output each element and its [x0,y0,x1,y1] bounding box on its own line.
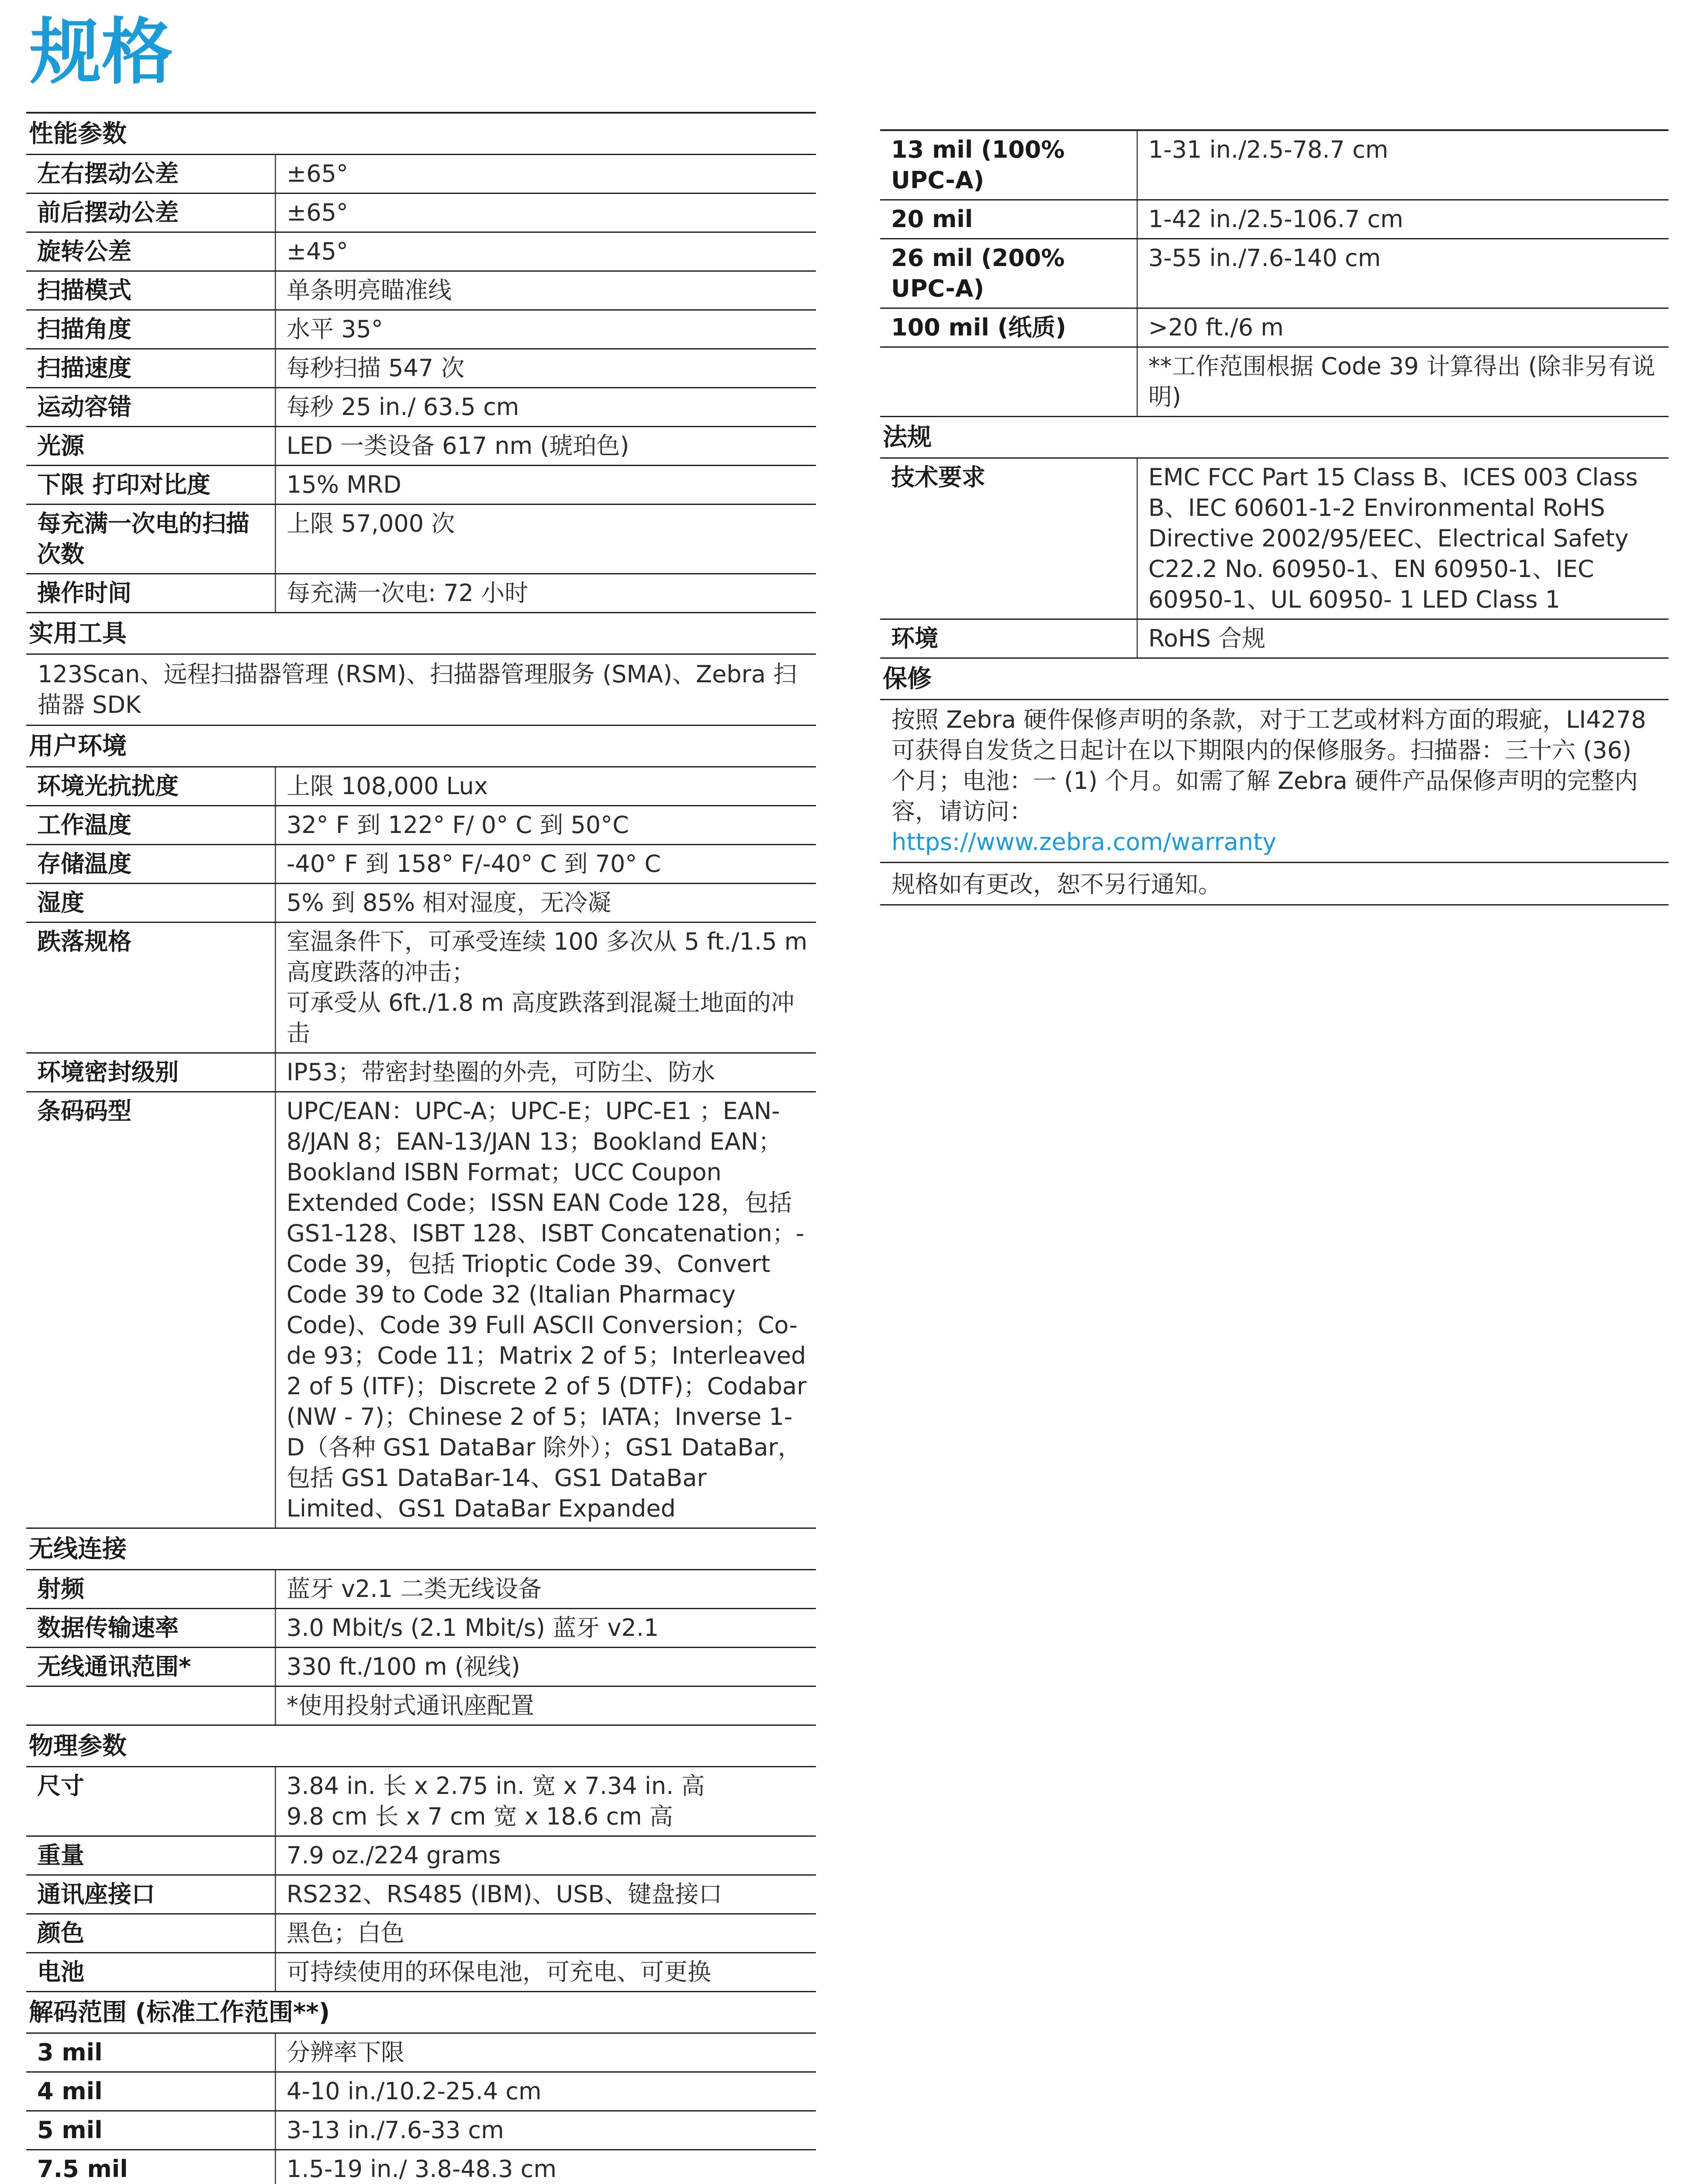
spec-label: 环境 [880,620,1138,657]
spec-row [26,233,816,272]
section-heading-regulatory: 法规 [880,417,1669,459]
page-title: 规格 [30,10,173,94]
section-heading-utilities: 实用工具 [26,613,816,655]
spec-label: 前后摆动公差 [26,194,276,232]
spec-label: 扫描速度 [26,349,276,387]
spec-value: 单条明亮瞄准线 [287,276,452,304]
spec-value: 每秒 25 in./ 63.5 cm [287,393,519,421]
spec-label: 工作温度 [26,806,276,844]
spec-row [26,194,816,233]
spec-value: 每秒扫描 547 次 [287,354,465,382]
spec-row [880,309,1669,348]
section-heading-environment: 用户环境 [26,726,816,767]
spec-row [26,466,816,505]
spec-label: 扫描角度 [26,311,276,348]
spec-row [26,2034,816,2073]
spec-row [880,348,1669,417]
spec-value: 室温条件下，可承受连续 100 多次从 5 ft./1.5 m 高度跌落的冲击； 可承受从 6ft./1.8 m 高度跌落到混凝土地面的冲击 [287,928,808,1047]
performance-table [26,155,816,613]
spec-row [26,1953,816,1992]
section-heading-performance: 性能参数 [26,114,816,155]
spec-label: 条码码型 [26,1092,276,1527]
spec-label: 扫描模式 [26,272,276,309]
spec-row [880,131,1669,200]
spec-row [26,1570,816,1609]
spec-value: 黑色；白色 [287,1919,404,1947]
spec-value: *使用投射式通讯座配置 [287,1692,534,1719]
spec-value: UPC/EAN：UPC-A；UPC-E；UPC-E1 ；EAN-8/JAN 8；EAN-13/JAN 13；Bookland EAN；Bookland ISBN Format；UCC Coupon Extended Code；ISSN EAN Code 128，包括 GS1-128、ISBT 128、ISBT Concatenation；-Code 39，包括 Trioptic Code 39、Convert Code 39 to Code 32 (Italian Pharmacy Code)、Code 39 Full ASCII Conversion；Co-de 93；Code 11；Matrix 2 of 5；Interleaved 2 of 5 (ITF)；Discrete 2 of 5 (DTF)；Codabar (NW - 7)；Chinese 2 of 5；IATA；Inverse 1-D（各种 GS1 DataBar 除外）；GS1 DataBar，包括 GS1 DataBar-14、GS1 DataBar Limited、GS1 DataBar Expanded [287,1097,807,1522]
spec-row [26,1609,816,1648]
spec-value: 4-10 in./10.2-25.4 cm [287,2077,542,2105]
environment-table [26,767,816,1529]
decode-range-continued-table [880,131,1669,417]
spec-value: 上限 108,000 Lux [287,772,488,800]
warranty-link[interactable]: https://www.zebra.com/warranty [891,828,1277,856]
spec-value: 3.84 in. 长 x 2.75 in. 宽 x 7.34 in. 高 9.8 cm 长 x 7 cm 宽 x 18.6 cm 高 [287,1772,705,1830]
spec-row [880,620,1669,659]
spec-row [26,1837,816,1876]
spec-row [880,459,1669,620]
utilities-text: 123Scan、远程扫描器管理 (RSM)、扫描器管理服务 (SMA)、Zebra 扫描器 SDK [26,655,816,726]
spec-value: 3-55 in./7.6-140 cm [1148,244,1381,272]
spec-label: 13 mil (100% UPC-A) [880,131,1138,199]
spec-label: 下限 打印对比度 [26,466,276,504]
spec-row [26,311,816,349]
spec-row [26,767,816,806]
spec-label: 尺寸 [26,1767,276,1835]
spec-label: 操作时间 [26,574,276,612]
spec-value: >20 ft./6 m [1148,314,1284,341]
spec-label: 4 mil [26,2073,276,2110]
spec-label: 3 mil [26,2034,276,2071]
section-heading-wireless: 无线连接 [26,1529,816,1570]
spec-label: 重量 [26,1837,276,1874]
wireless-table [26,1570,816,1726]
spec-row [26,1876,816,1914]
spec-label [880,348,1138,416]
warranty-block [880,700,1669,863]
spec-row [26,427,816,466]
spec-label: 存储温度 [26,845,276,883]
spec-value: IP53；带密封垫圈的外壳，可防尘、防水 [287,1058,715,1086]
spec-label: 光源 [26,427,276,465]
spec-row [26,349,816,388]
spec-value: 上限 57,000 次 [287,510,455,537]
spec-label: 20 mil [880,200,1138,238]
spec-row [26,1687,816,1726]
spec-value: EMC FCC Part 15 Class B、ICES 003 Class B、IEC 60601-1-2 Environmental RoHS Directive 2002/95/EEC、Electrical Safety C22.2 No. 60950-1、EN 60950-1、IEC 60950-1、UL 60950- 1 LED Class 1 [1148,463,1638,613]
spec-value: 7.9 oz./224 grams [287,1842,501,1869]
warranty-text: 按照 Zebra 硬件保修声明的条款，对于工艺或材料方面的瑕疵，LI4278 可获得自发货之日起计在以下期限内的保修服务。扫描器：三十六 (36) 个月；电池：一 (1) 个月。如需了解 Zebra 硬件产品保修声明的完整内容，请访问： [891,706,1646,825]
spec-row [26,1092,816,1529]
spec-value: 可持续使用的环保电池，可充电、可更换 [287,1958,711,1986]
spec-label: 5 mil [26,2111,276,2149]
spec-value: 水平 35° [287,315,383,343]
spec-label: 通讯座接口 [26,1876,276,1913]
spec-value: 5% 到 85% 相对湿度，无冷凝 [287,889,612,916]
decode-range-table [26,2034,816,2184]
spec-value: 1-42 in./2.5-106.7 cm [1148,205,1403,233]
spec-label: 电池 [26,1953,276,1991]
spec-label: 技术要求 [880,459,1138,619]
spec-row [26,1648,816,1687]
change-notice: 规格如有更改，恕不另行通知。 [880,863,1669,905]
spec-row [26,574,816,613]
physical-table [26,1767,816,1992]
spec-row [26,388,816,427]
spec-value: ±65° [287,160,348,187]
spec-value: -40° F 到 158° F/-40° C 到 70° C [287,850,661,878]
spec-value: 15% MRD [287,471,401,498]
spec-value: 分辨率下限 [287,2039,404,2066]
spec-value: 每充满一次电: 72 小时 [287,579,529,607]
spec-row [26,2073,816,2111]
spec-value: 3-13 in./7.6-33 cm [287,2116,504,2144]
spec-label: 每充满一次电的扫描次数 [26,505,276,573]
spec-label: 颜色 [26,1914,276,1952]
spec-value: RoHS 合规 [1148,625,1266,652]
right-column [880,129,1669,905]
spec-label: 数据传输速率 [26,1609,276,1647]
spec-label: 湿度 [26,884,276,922]
spec-value: 32° F 到 122° F/ 0° C 到 50°C [287,811,629,839]
spec-label: 旋转公差 [26,233,276,270]
spec-row [26,884,816,923]
spec-row [26,1767,816,1837]
spec-label: 7.5 mil [26,2150,276,2184]
left-column [26,112,816,2184]
spec-value: 1-31 in./2.5-78.7 cm [1148,136,1389,163]
spec-row [26,505,816,574]
spec-row [26,923,816,1054]
spec-row [26,1054,816,1092]
spec-label: 环境光抗扰度 [26,767,276,805]
spec-row [880,239,1669,309]
spec-row [26,272,816,311]
spec-label: 左右摆动公差 [26,155,276,193]
spec-row [26,806,816,845]
spec-value: **工作范围根据 Code 39 计算得出 (除非另有说明) [1148,352,1655,411]
section-heading-decode-range: 解码范围 (标准工作范围**) [26,1992,816,2034]
spec-value: ±65° [287,199,348,226]
spec-label [26,1687,276,1724]
spec-value: 1.5-19 in./ 3.8-48.3 cm [287,2155,557,2183]
section-heading-physical: 物理参数 [26,1726,816,1767]
spec-label: 跌落规格 [26,923,276,1052]
spec-row [880,200,1669,239]
spec-row [26,2111,816,2150]
spec-label: 100 mil (纸质) [880,309,1138,346]
spec-value: 3.0 Mbit/s (2.1 Mbit/s) 蓝牙 v2.1 [287,1614,659,1641]
spec-value: ±45° [287,238,348,265]
spec-label: 26 mil (200% UPC-A) [880,239,1138,308]
spec-label: 无线通讯范围* [26,1648,276,1686]
spec-value: 蓝牙 v2.1 二类无线设备 [287,1575,542,1603]
regulatory-table [880,459,1669,659]
section-heading-warranty: 保修 [880,659,1669,700]
spec-label: 运动容错 [26,388,276,426]
spec-row [26,845,816,884]
spec-value: RS232、RS485 (IBM)、USB、键盘接口 [287,1880,722,1908]
spec-value: LED 一类设备 617 nm (琥珀色) [287,432,629,460]
spec-value: 330 ft./100 m (视线) [287,1653,520,1680]
spec-row [26,1914,816,1953]
spec-row [26,155,816,194]
spec-row [26,2150,816,2184]
spec-label: 射频 [26,1570,276,1608]
spec-label: 环境密封级别 [26,1054,276,1091]
